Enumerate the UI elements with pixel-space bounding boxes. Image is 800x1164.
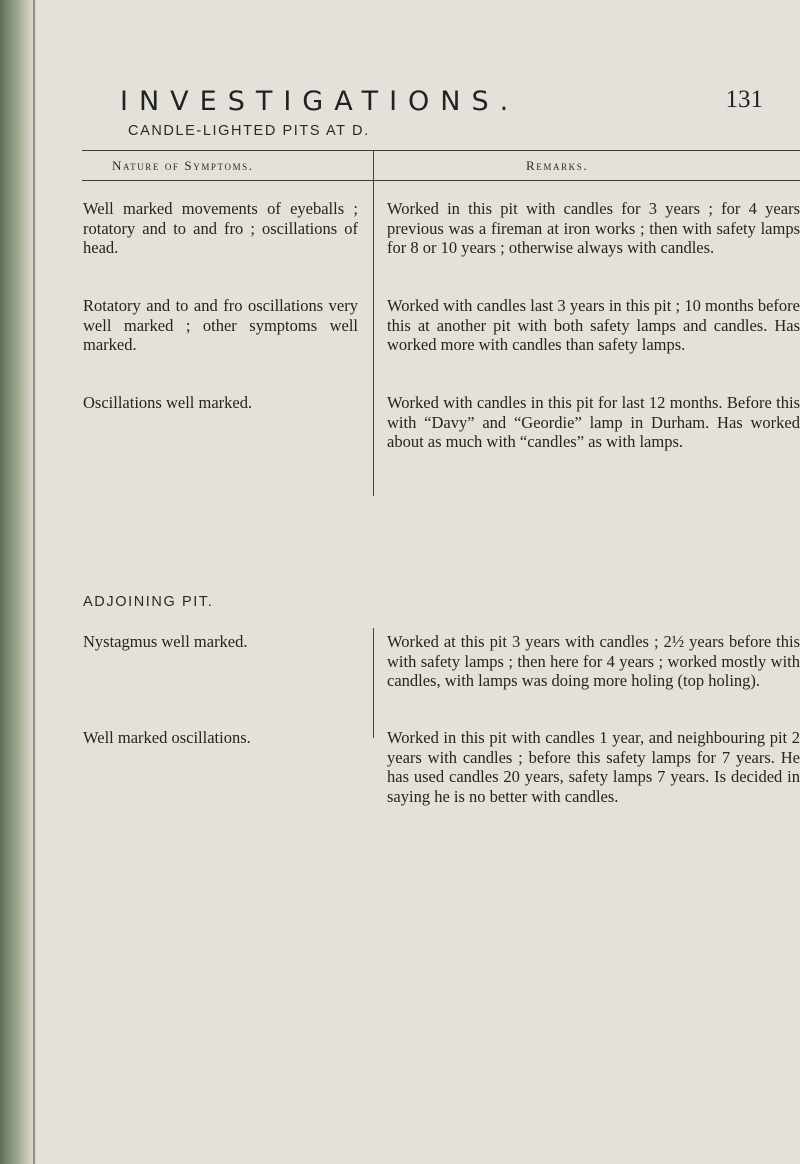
column-header-remarks: Remarks. [526,158,589,173]
symptom-entry [83,296,358,355]
remark-text: Worked with candles in this pit for last 12 months. Before this with “Davy” and “Geordie” lamp in Durham. Has worked about as much with “candles” as with lamps. [387,393,800,451]
symptom-entry [83,632,358,652]
symptom-entry [83,393,358,413]
page-number: 131 [725,86,763,113]
symptom-text: Rotatory and to and fro oscillations very well marked ; other symptoms well marked. [83,296,358,354]
table-header-rule [82,180,800,181]
column-divider [373,150,374,496]
remark-entry [387,393,800,452]
section-label-adjoining-pit: ADJOINING PIT. [83,594,214,610]
remark-entry [387,199,800,258]
page-subtitle: CANDLE-LIGHTED PITS AT D. [128,123,370,139]
book-page [40,0,800,1164]
remark-text: Worked in this pit with candles for 3 years ; for 4 years previous was a fireman at iron works ; then with safety lamps for 8 or 10 years ; otherwise always with candles. [387,199,800,257]
symptom-text: Nystagmus well marked. [83,632,248,651]
column-divider [373,628,374,738]
symptom-entry [83,728,358,748]
remark-entry [387,632,800,691]
symptom-text: Oscillations well marked. [83,393,253,412]
table-top-rule [82,150,800,151]
symptom-text: Well marked oscillations. [83,728,251,747]
remark-text: Worked at this pit 3 years with candles ; 2½ years before this with safety lamps ; then here for 4 years ; worked mostly with candles, with lamps was doing more holing (top holing). [387,632,800,690]
column-header-symptoms: Nature of Symptoms. [112,158,254,173]
remark-text: Worked in this pit with candles 1 year, and neighbouring pit 2 years with candles ; before this safety lamps for 7 years. He has used candles 20 years, safety lamps 7 years. Is decided in saying he is no better with candles. [387,728,800,806]
remark-entry [387,728,800,806]
remark-entry [387,296,800,355]
remark-text: Worked with candles last 3 years in this pit ; 10 months before this at another pit with both safety lamps and candles. Has worked more with candles than safety lamps. [387,296,800,354]
symptom-entry [83,199,358,258]
symptom-text: Well marked movements of eyeballs ; rotatory and to and fro ; oscillations of head. [83,199,358,257]
binding-shadow-line [33,0,35,1164]
running-title: INVESTIGATIONS. [120,86,520,117]
